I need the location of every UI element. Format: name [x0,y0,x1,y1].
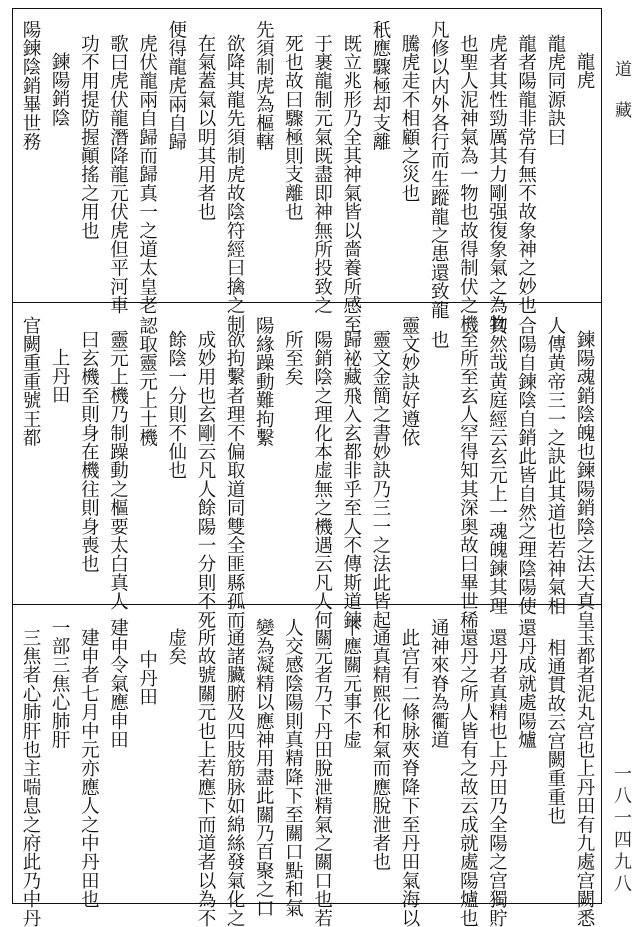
text-column: 通諸臟腑及四肢筋脉如綿絲發氣化之 [224,628,246,927]
text-column: 欲拘繫者理不偏取道同雙全匪縣孤而 [224,330,246,630]
text-panel-middle [18,308,596,630]
text-column: 還丹者真精也上丹田乃全陽之宫獨貯 [486,628,508,927]
text-column: 虚矣 [165,628,187,666]
text-column: 合陽自鍊陰自銷此皆自然之理陰陽使 [515,316,537,616]
text-column: 陽鍊陰銷畢世務 [20,20,41,151]
text-column: 既立兆形乃全其神氣皆以嗇養所感至 [340,34,362,334]
text-column: 通神來脊為衢道 [428,618,450,749]
text-column: 在氣蓋氣以明其用者也 [194,34,216,221]
text-panel-bottom [18,610,596,927]
text-column: 其然哉黄庭經云玄元上一魂魄鍊其理 [486,316,508,616]
text-column: 還丹之所人皆有之故云成就處陽爐也 [457,628,479,927]
text-column: 陽緣躁動難拘繫 [253,316,275,447]
text-column: 此宫有二條脉夾脊降下至丹田氣海以 [399,628,421,927]
text-column: 至所至玄人罕得知其深奥故曰畢世稀 [457,330,479,630]
text-column: 通真精熙化和氣而應脫泄者也 [369,628,391,872]
text-column: 所故號關元也上若應下而道者以為不 [194,628,216,927]
text-column: 凡修以内外各行而生蹤龍之患還致龍 [428,20,450,320]
text-column: 所至矣 [282,330,304,387]
text-column: 也聖人泥神氣為一物也故得制伏之機 [457,34,479,334]
text-column: 欲降其龍先須制虎故陰符經曰擒之制 [224,34,246,334]
text-panel-top [18,12,596,334]
text-column: 便得龍虎兩自歸 [165,20,187,151]
text-column: 上丹田 [49,348,71,405]
text-column: 于裹龍制元氣既盡即神無所投致之 [311,34,333,315]
text-column: 玉都者泥丸宫也上丹田有九處宫闕悉 [573,628,595,927]
text-column: 歌曰虎伏龍潛降龍元伏虎但平河車 [107,34,129,315]
text-column: 歸祕藏飛入玄都非乎至人不傳斯道鍊 [340,330,362,630]
text-column: 關元者乃下丹田脫泄精氣之關口也若 [311,628,333,927]
text-column: 鍊陽銷陰 [49,52,71,127]
text-column: 秖應驟極却支離 [369,20,391,151]
text-column: 靈文妙訣好遵依 [399,316,421,447]
text-column: 建申者七月中元亦應人之中丹田也 [78,628,100,909]
text-column: 虎伏龍兩自歸而歸真一之道太皇老 [136,34,158,315]
text-column: 也 [428,330,450,349]
text-column: 靈元上機乃制躁動之樞要太白真人 [107,330,129,611]
text-column: 官闕重重號王都 [20,316,41,447]
text-column: 三焦者心肺肝也主喘息之府此乃中丹 [20,628,41,927]
text-column: 中丹田 [136,650,158,707]
text-column: 龍虎 [573,52,595,90]
text-column: 死也故曰驟極則支離也 [282,34,304,221]
text-column: 龍者陽龍非常有無不故象神之妙也 [515,34,537,315]
text-column: 成妙用也玄剛云凡人餘陽一分則不死 [194,330,216,630]
text-column: 變為凝精以應神用盡此關乃百聚之口 [253,618,275,918]
text-column: 認取靈元上土機 [136,316,158,447]
folio-number: 一八一四九八 [611,764,632,896]
text-column: 相通貫故云宫闕重重也 [544,638,566,825]
text-column: 建申令氣應申田 [107,618,129,749]
text-column: 曰玄機至則身在機往則身喪也 [78,330,100,574]
text-column: 陽銷陰之理化本虚無之機遇云凡人何 [311,330,333,630]
text-column: 龍虎同源訣曰 [544,34,566,147]
margin-title: 道 藏 [611,60,631,120]
text-column: 虎者其性勁厲其力剛强復象氣之為物 [486,34,508,334]
text-column: 功不用提防握顚搖之用也 [78,34,100,240]
text-column: 餘陰一分則不仙也 [165,330,187,480]
text-column: 人傳黄帝三一之訣此其道也若神氣相 [544,316,566,616]
text-column: 靈文金簡之書妙訣乃三一之法此皆起 [369,330,391,630]
text-column: 還丹成就處陽爐 [515,618,537,749]
text-column: 一部三焦心肺肝 [49,618,71,749]
text-column: 人交感陰陽則真精降下至關口點和氣 [282,618,304,918]
text-column: 鍊陽魂銷陰魄也鍊陽銷陰之法天真皇 [573,330,595,630]
text-column: 下應關元事不虚 [340,618,362,749]
text-column: 先須制虎為樞轄 [253,20,275,151]
text-column: 騰虎走不相顧之災也 [399,34,421,203]
